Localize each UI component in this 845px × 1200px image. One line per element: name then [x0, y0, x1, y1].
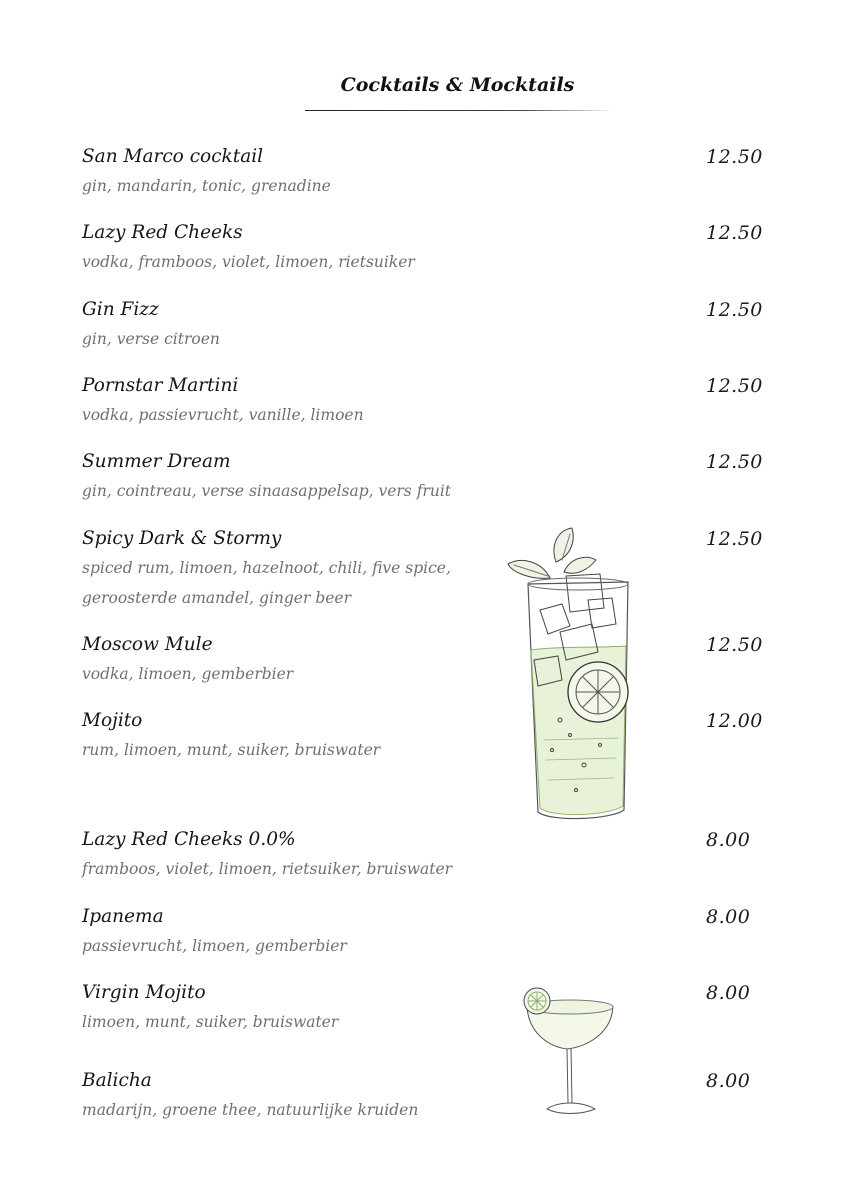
menu-item [82, 146, 782, 201]
item-name: Lazy Red Cheeks [82, 222, 243, 243]
item-price: 12.50 [706, 146, 763, 168]
item-name: Gin Fizz [82, 299, 159, 320]
menu-item [82, 829, 782, 884]
item-price: 8.00 [706, 982, 751, 1004]
item-name: Ipanema [82, 906, 164, 927]
item-price: 12.50 [706, 451, 763, 473]
menu-item [82, 710, 782, 765]
item-description: gin, cointreau, verse sinaasappelsap, vers fruit [82, 482, 452, 500]
item-name: Lazy Red Cheeks 0.0% [82, 829, 296, 850]
item-price: 8.00 [706, 829, 751, 851]
menu-item [82, 1070, 782, 1125]
item-name: Pornstar Martini [82, 375, 239, 396]
menu-item [82, 299, 782, 354]
coupe-glass-lime-icon [515, 985, 625, 1120]
page-title: Cocktails & Mocktails [340, 74, 575, 96]
menu-item [82, 451, 782, 506]
menu-item [82, 375, 782, 430]
item-price: 12.50 [706, 634, 763, 656]
item-price: 12.00 [706, 710, 763, 732]
item-price: 12.50 [706, 299, 763, 321]
item-description: vodka, limoen, gemberbier [82, 665, 294, 683]
item-description: madarijn, groene thee, natuurlijke kruiden [82, 1101, 419, 1119]
menu-item [82, 906, 782, 961]
item-price: 12.50 [706, 375, 763, 397]
item-name: Spicy Dark & Stormy [82, 528, 282, 549]
item-description: gin, mandarin, tonic, grenadine [82, 177, 331, 195]
item-price: 8.00 [706, 906, 751, 928]
menu-item [82, 634, 782, 689]
item-name: Summer Dream [82, 451, 231, 472]
item-description: rum, limoen, munt, suiker, bruiswater [82, 741, 381, 759]
title-divider [305, 110, 615, 111]
item-description: framboos, violet, limoen, rietsuiker, bruiswater [82, 860, 453, 878]
menu-item [82, 222, 782, 277]
item-description: gin, verse citroen [82, 330, 220, 348]
item-description: limoen, munt, suiker, bruiswater [82, 1013, 339, 1031]
item-price: 12.50 [706, 528, 763, 550]
mojito-highball-glass-icon [500, 520, 650, 830]
item-name: San Marco cocktail [82, 146, 264, 167]
menu-item [82, 982, 782, 1037]
item-description: spiced rum, limoen, hazelnoot, chili, five spice, geroosterde amandel, ginger beer [82, 559, 451, 607]
menu-item [82, 528, 782, 613]
item-description: vodka, passievrucht, vanille, limoen [82, 406, 364, 424]
item-description: vodka, framboos, violet, limoen, rietsuiker [82, 253, 415, 271]
item-name: Balicha [82, 1070, 152, 1091]
item-description: passievrucht, limoen, gemberbier [82, 937, 347, 955]
item-price: 12.50 [706, 222, 763, 244]
item-name: Mojito [82, 710, 143, 731]
item-name: Virgin Mojito [82, 982, 206, 1003]
item-price: 8.00 [706, 1070, 751, 1092]
item-name: Moscow Mule [82, 634, 213, 655]
